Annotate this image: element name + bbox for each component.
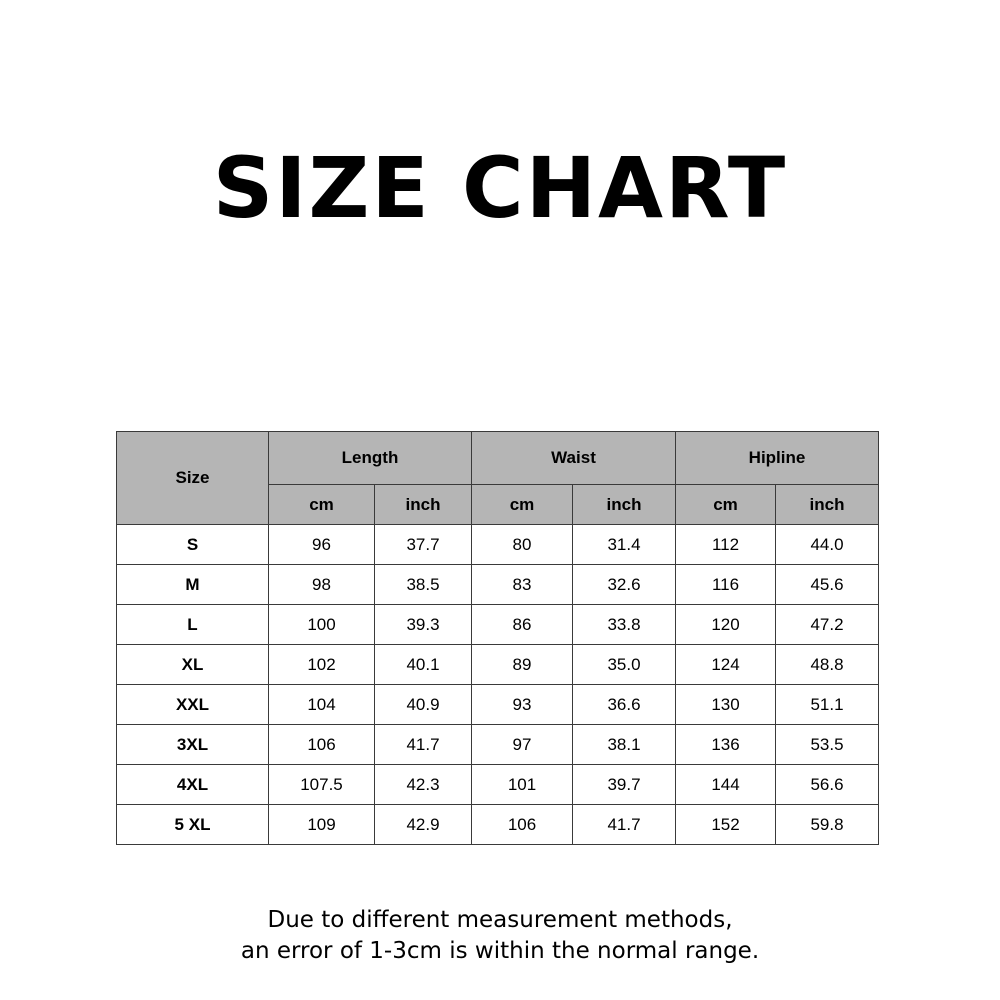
length-inch-cell: 40.1	[375, 645, 472, 685]
length-cm-cell: 102	[269, 645, 375, 685]
waist-cm-cell: 89	[472, 645, 573, 685]
waist-cm-cell: 80	[472, 525, 573, 565]
table-row	[117, 525, 879, 565]
waist-cm-cell: 101	[472, 765, 573, 805]
size-cell: S	[117, 525, 269, 565]
hipline-inch-cell: 56.6	[776, 765, 879, 805]
hipline-cm-header: cm	[676, 485, 776, 525]
table-row	[117, 685, 879, 725]
measurement-note	[0, 905, 1000, 967]
size-chart-table	[116, 431, 879, 845]
length-inch-cell: 39.3	[375, 605, 472, 645]
table-header	[117, 432, 879, 525]
length-cm-cell: 100	[269, 605, 375, 645]
size-cell: 4XL	[117, 765, 269, 805]
length-inch-cell: 40.9	[375, 685, 472, 725]
waist-inch-cell: 39.7	[573, 765, 676, 805]
length-cm-header: cm	[269, 485, 375, 525]
header-row-groups	[117, 432, 879, 485]
table-row	[117, 765, 879, 805]
hipline-cm-cell: 116	[676, 565, 776, 605]
waist-inch-cell: 33.8	[573, 605, 676, 645]
hipline-inch-cell: 47.2	[776, 605, 879, 645]
length-cm-cell: 106	[269, 725, 375, 765]
length-inch-cell: 37.7	[375, 525, 472, 565]
page-title: SIZE CHART	[212, 139, 788, 237]
hipline-cm-cell: 130	[676, 685, 776, 725]
size-cell: 5 XL	[117, 805, 269, 845]
waist-group-header: Waist	[472, 432, 676, 485]
waist-cm-cell: 83	[472, 565, 573, 605]
waist-inch-cell: 35.0	[573, 645, 676, 685]
length-inch-cell: 42.9	[375, 805, 472, 845]
note-line-2: an error of 1-3cm is within the normal range.	[240, 938, 760, 964]
hipline-inch-cell: 44.0	[776, 525, 879, 565]
hipline-cm-cell: 112	[676, 525, 776, 565]
waist-cm-cell: 93	[472, 685, 573, 725]
table-row	[117, 805, 879, 845]
hipline-inch-header: inch	[776, 485, 879, 525]
table-row	[117, 725, 879, 765]
note-line-1: Due to different measurement methods,	[267, 907, 733, 933]
size-cell: 3XL	[117, 725, 269, 765]
waist-inch-cell: 32.6	[573, 565, 676, 605]
size-column-header: Size	[117, 432, 269, 525]
hipline-inch-cell: 48.8	[776, 645, 879, 685]
table-row	[117, 565, 879, 605]
hipline-cm-cell: 124	[676, 645, 776, 685]
waist-inch-cell: 31.4	[573, 525, 676, 565]
waist-cm-cell: 86	[472, 605, 573, 645]
size-cell: L	[117, 605, 269, 645]
length-cm-cell: 109	[269, 805, 375, 845]
waist-inch-cell: 36.6	[573, 685, 676, 725]
hipline-inch-cell: 45.6	[776, 565, 879, 605]
size-cell: M	[117, 565, 269, 605]
waist-cm-cell: 97	[472, 725, 573, 765]
length-inch-cell: 38.5	[375, 565, 472, 605]
hipline-inch-cell: 59.8	[776, 805, 879, 845]
table-row	[117, 645, 879, 685]
table-row	[117, 605, 879, 645]
length-inch-header: inch	[375, 485, 472, 525]
waist-inch-cell: 38.1	[573, 725, 676, 765]
hipline-cm-cell: 120	[676, 605, 776, 645]
hipline-cm-cell: 152	[676, 805, 776, 845]
waist-inch-header: inch	[573, 485, 676, 525]
hipline-group-header: Hipline	[676, 432, 879, 485]
length-inch-cell: 42.3	[375, 765, 472, 805]
length-cm-cell: 104	[269, 685, 375, 725]
hipline-inch-cell: 53.5	[776, 725, 879, 765]
size-cell: XL	[117, 645, 269, 685]
table-body	[117, 525, 879, 845]
hipline-cm-cell: 136	[676, 725, 776, 765]
length-group-header: Length	[269, 432, 472, 485]
waist-inch-cell: 41.7	[573, 805, 676, 845]
length-inch-cell: 41.7	[375, 725, 472, 765]
hipline-inch-cell: 51.1	[776, 685, 879, 725]
length-cm-cell: 96	[269, 525, 375, 565]
length-cm-cell: 107.5	[269, 765, 375, 805]
size-cell: XXL	[117, 685, 269, 725]
waist-cm-header: cm	[472, 485, 573, 525]
waist-cm-cell: 106	[472, 805, 573, 845]
length-cm-cell: 98	[269, 565, 375, 605]
hipline-cm-cell: 144	[676, 765, 776, 805]
